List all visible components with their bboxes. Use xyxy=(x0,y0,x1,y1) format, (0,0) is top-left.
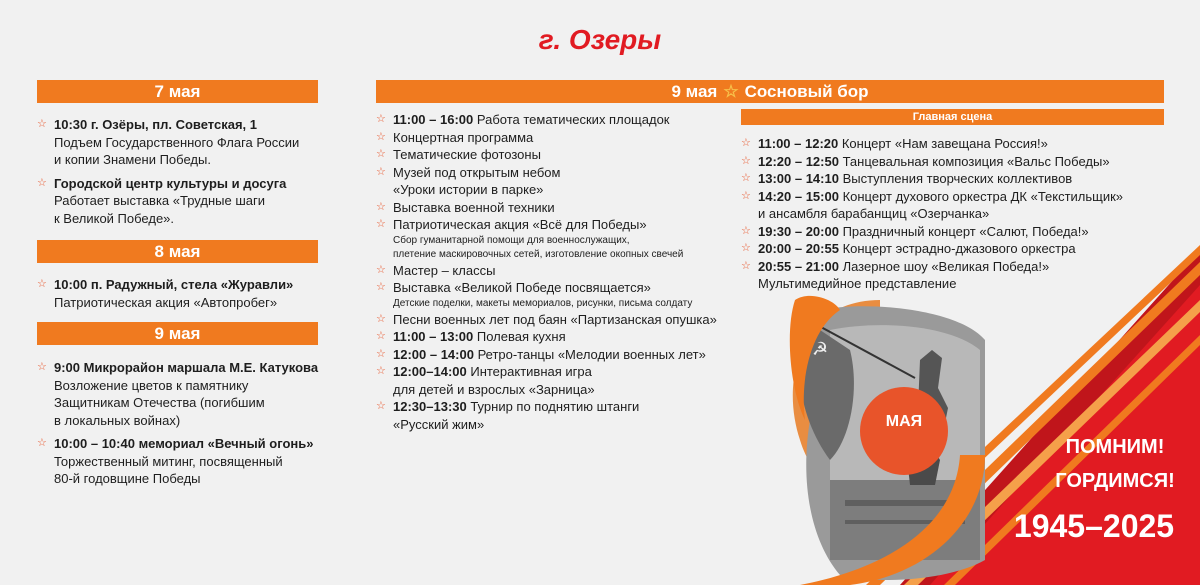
star-icon: ☆ xyxy=(741,189,751,202)
schedule-main-stage xyxy=(741,135,1181,293)
item-text: Концерт эстрадно-джазового оркестра xyxy=(838,241,1076,256)
item-text: Танцевальная композиция «Вальс Победы» xyxy=(838,153,1110,169)
item-text: Мастер – классы xyxy=(393,262,496,278)
star-icon: ☆ xyxy=(376,130,386,143)
star-icon: ☆ xyxy=(741,137,751,149)
schedule-sosnovy-bor xyxy=(376,111,736,433)
star-icon: ☆ xyxy=(376,113,386,125)
star-icon: ☆ xyxy=(741,224,751,237)
page-title: г. Озеры xyxy=(538,24,662,55)
star-icon: ☆ xyxy=(741,259,751,272)
list-item xyxy=(376,262,736,280)
item-time: 11:00 – 12:20 xyxy=(758,136,839,151)
item-desc: и ансамбля барабанщиц «Озерчанка» xyxy=(758,206,990,221)
item-desc: Подъем Государственного Флага России xyxy=(54,134,300,150)
item-desc: к Великой Победе». xyxy=(54,210,175,226)
item-note: плетение маскировочных сетей, изготовление окопных свечей xyxy=(393,248,684,260)
list-item xyxy=(741,258,1181,293)
header-place: Сосновый бор xyxy=(744,81,869,101)
item-text: Патриотическая акция «Всё для Победы» xyxy=(393,217,647,232)
svg-text:☭: ☭ xyxy=(812,339,829,360)
item-text: Интерактивная игра xyxy=(466,364,592,379)
list-item xyxy=(376,164,736,199)
item-text: Концертная программа xyxy=(393,129,534,145)
star-icon: ☆ xyxy=(376,263,386,276)
item-text: Концерт «Нам завещана Россия!» xyxy=(838,136,1048,151)
list-item xyxy=(37,435,327,488)
list-item xyxy=(741,153,1181,171)
item-text: Лазерное шоу «Великая Победа!» xyxy=(838,258,1050,274)
item-desc: Возложение цветов к памятнику xyxy=(54,377,249,393)
star-icon: ☆ xyxy=(376,200,386,213)
item-time: 12:00–14:00 xyxy=(393,364,467,379)
header-may-7: 7 мая xyxy=(37,80,318,103)
schedule-may-9-left xyxy=(37,359,327,488)
slogan-proud: ГОРДИМСЯ! xyxy=(1055,470,1175,492)
item-time: 11:00 – 16:00 xyxy=(393,112,474,127)
item-desc: в локальных войнах) xyxy=(54,412,181,428)
item-time: 10:00 – 10:40 мемориал «Вечный огонь» xyxy=(54,436,314,451)
list-item xyxy=(741,240,1181,258)
item-desc: Торжественный митинг, посвященный xyxy=(54,453,283,469)
list-item xyxy=(37,175,327,228)
item-desc: Работает выставка «Трудные шаги xyxy=(54,193,265,208)
item-time: 20:55 – 21:00 xyxy=(758,258,839,274)
list-item xyxy=(376,216,736,262)
star-icon: ☆ xyxy=(37,437,47,449)
header-main-stage: Главная сцена xyxy=(741,109,1164,125)
list-item xyxy=(741,188,1181,223)
item-time: 11:00 – 13:00 xyxy=(393,329,474,344)
schedule-may-8 xyxy=(37,276,327,311)
star-icon: ☆ xyxy=(376,281,386,293)
item-text: Музей под открытым небом xyxy=(393,164,561,180)
item-desc: Патриотическая акция «Автопробег» xyxy=(54,294,278,310)
star-icon: ☆ xyxy=(376,365,386,377)
item-time: 12:00 – 14:00 xyxy=(393,346,474,362)
item-text: Выставка военной техники xyxy=(393,199,555,215)
star-icon: ☆ xyxy=(741,172,751,184)
item-time: 20:00 – 20:55 xyxy=(758,241,839,256)
item-text: Турнир по поднятию штанги xyxy=(466,399,640,414)
date-badge xyxy=(860,387,948,475)
list-item xyxy=(741,223,1181,241)
item-text: Выступления творческих коллективов xyxy=(838,171,1073,186)
item-text: Полевая кухня xyxy=(473,329,566,344)
item-time: 12:20 – 12:50 xyxy=(758,153,839,169)
item-time: 13:00 – 14:10 xyxy=(758,171,839,186)
star-icon: ☆ xyxy=(723,81,739,101)
list-item xyxy=(741,170,1181,188)
star-icon: ☆ xyxy=(376,312,386,325)
header-may-8: 8 мая xyxy=(37,240,318,263)
list-item xyxy=(376,199,736,217)
item-text: Концерт духового оркестра ДК «Текстильщик» xyxy=(838,188,1124,204)
star-icon: ☆ xyxy=(741,154,751,167)
list-item xyxy=(376,311,736,329)
star-icon: ☆ xyxy=(37,118,47,130)
star-icon: ☆ xyxy=(37,176,47,189)
header-may-9-left: 9 мая xyxy=(37,322,318,345)
list-item xyxy=(376,111,736,129)
item-time: Городской центр культуры и досуга xyxy=(54,175,287,191)
star-icon: ☆ xyxy=(376,347,386,360)
star-icon: ☆ xyxy=(376,330,386,342)
item-time: 14:20 – 15:00 xyxy=(758,188,839,204)
item-text: Тематические фотозоны xyxy=(393,147,541,162)
item-text: Выставка «Великой Победе посвящается» xyxy=(393,280,651,295)
star-icon: ☆ xyxy=(376,218,386,230)
list-item xyxy=(376,346,736,364)
item-text: Работа тематических площадок xyxy=(473,112,670,127)
item-desc: «Русский жим» xyxy=(393,416,485,432)
badge-text: МАЯ xyxy=(885,413,923,430)
item-desc: «Уроки истории в парке» xyxy=(393,182,544,197)
item-time: 19:30 – 20:00 xyxy=(758,223,839,239)
star-icon: ☆ xyxy=(37,278,47,290)
item-time: 12:30–13:30 xyxy=(393,399,467,414)
item-text: Праздничный концерт «Салют, Победа!» xyxy=(838,223,1089,239)
item-desc: Мультимедийное представление xyxy=(758,276,957,291)
header-date: 9 мая xyxy=(671,81,718,101)
item-desc: для детей и взрослых «Зарница» xyxy=(393,381,595,397)
years-label: 1945–2025 xyxy=(1013,508,1175,544)
list-item xyxy=(376,279,736,311)
item-time: 10:00 п. Радужный, стела «Журавли» xyxy=(54,277,294,292)
list-item xyxy=(741,135,1181,153)
item-note: Детские поделки, макеты мемориалов, рисунки, письма солдату xyxy=(393,297,693,309)
item-time: 9:00 Микрорайон маршала М.Е. Катукова xyxy=(54,360,319,375)
schedule-may-7 xyxy=(37,116,327,227)
list-item xyxy=(376,328,736,346)
list-item xyxy=(37,359,327,429)
header-may-9-sosnovy-bor xyxy=(376,80,1164,103)
item-text: Песни военных лет под баян «Партизанская опушка» xyxy=(393,311,717,327)
list-item xyxy=(376,129,736,147)
star-icon: ☆ xyxy=(37,361,47,373)
list-item xyxy=(37,276,327,311)
item-note: Сбор гуманитарной помощи для военнослужащих, xyxy=(393,234,630,246)
item-desc: и копии Знамени Победы. xyxy=(54,152,211,167)
list-item xyxy=(376,398,736,433)
star-icon: ☆ xyxy=(376,400,386,412)
star-icon: ☆ xyxy=(376,165,386,178)
star-icon: ☆ xyxy=(376,148,386,160)
list-item xyxy=(37,116,327,169)
slogan-remember: ПОМНИМ! xyxy=(1065,436,1165,458)
item-time: 10:30 г. Озёры, пл. Советская, 1 xyxy=(54,117,258,132)
list-item xyxy=(376,363,736,398)
item-desc: Защитникам Отечества (погибшим xyxy=(54,395,265,410)
list-item xyxy=(376,146,736,164)
star-icon: ☆ xyxy=(741,242,751,254)
item-desc: 80-й годовщине Победы xyxy=(54,471,201,486)
item-text: Ретро-танцы «Мелодии военных лет» xyxy=(473,346,706,362)
